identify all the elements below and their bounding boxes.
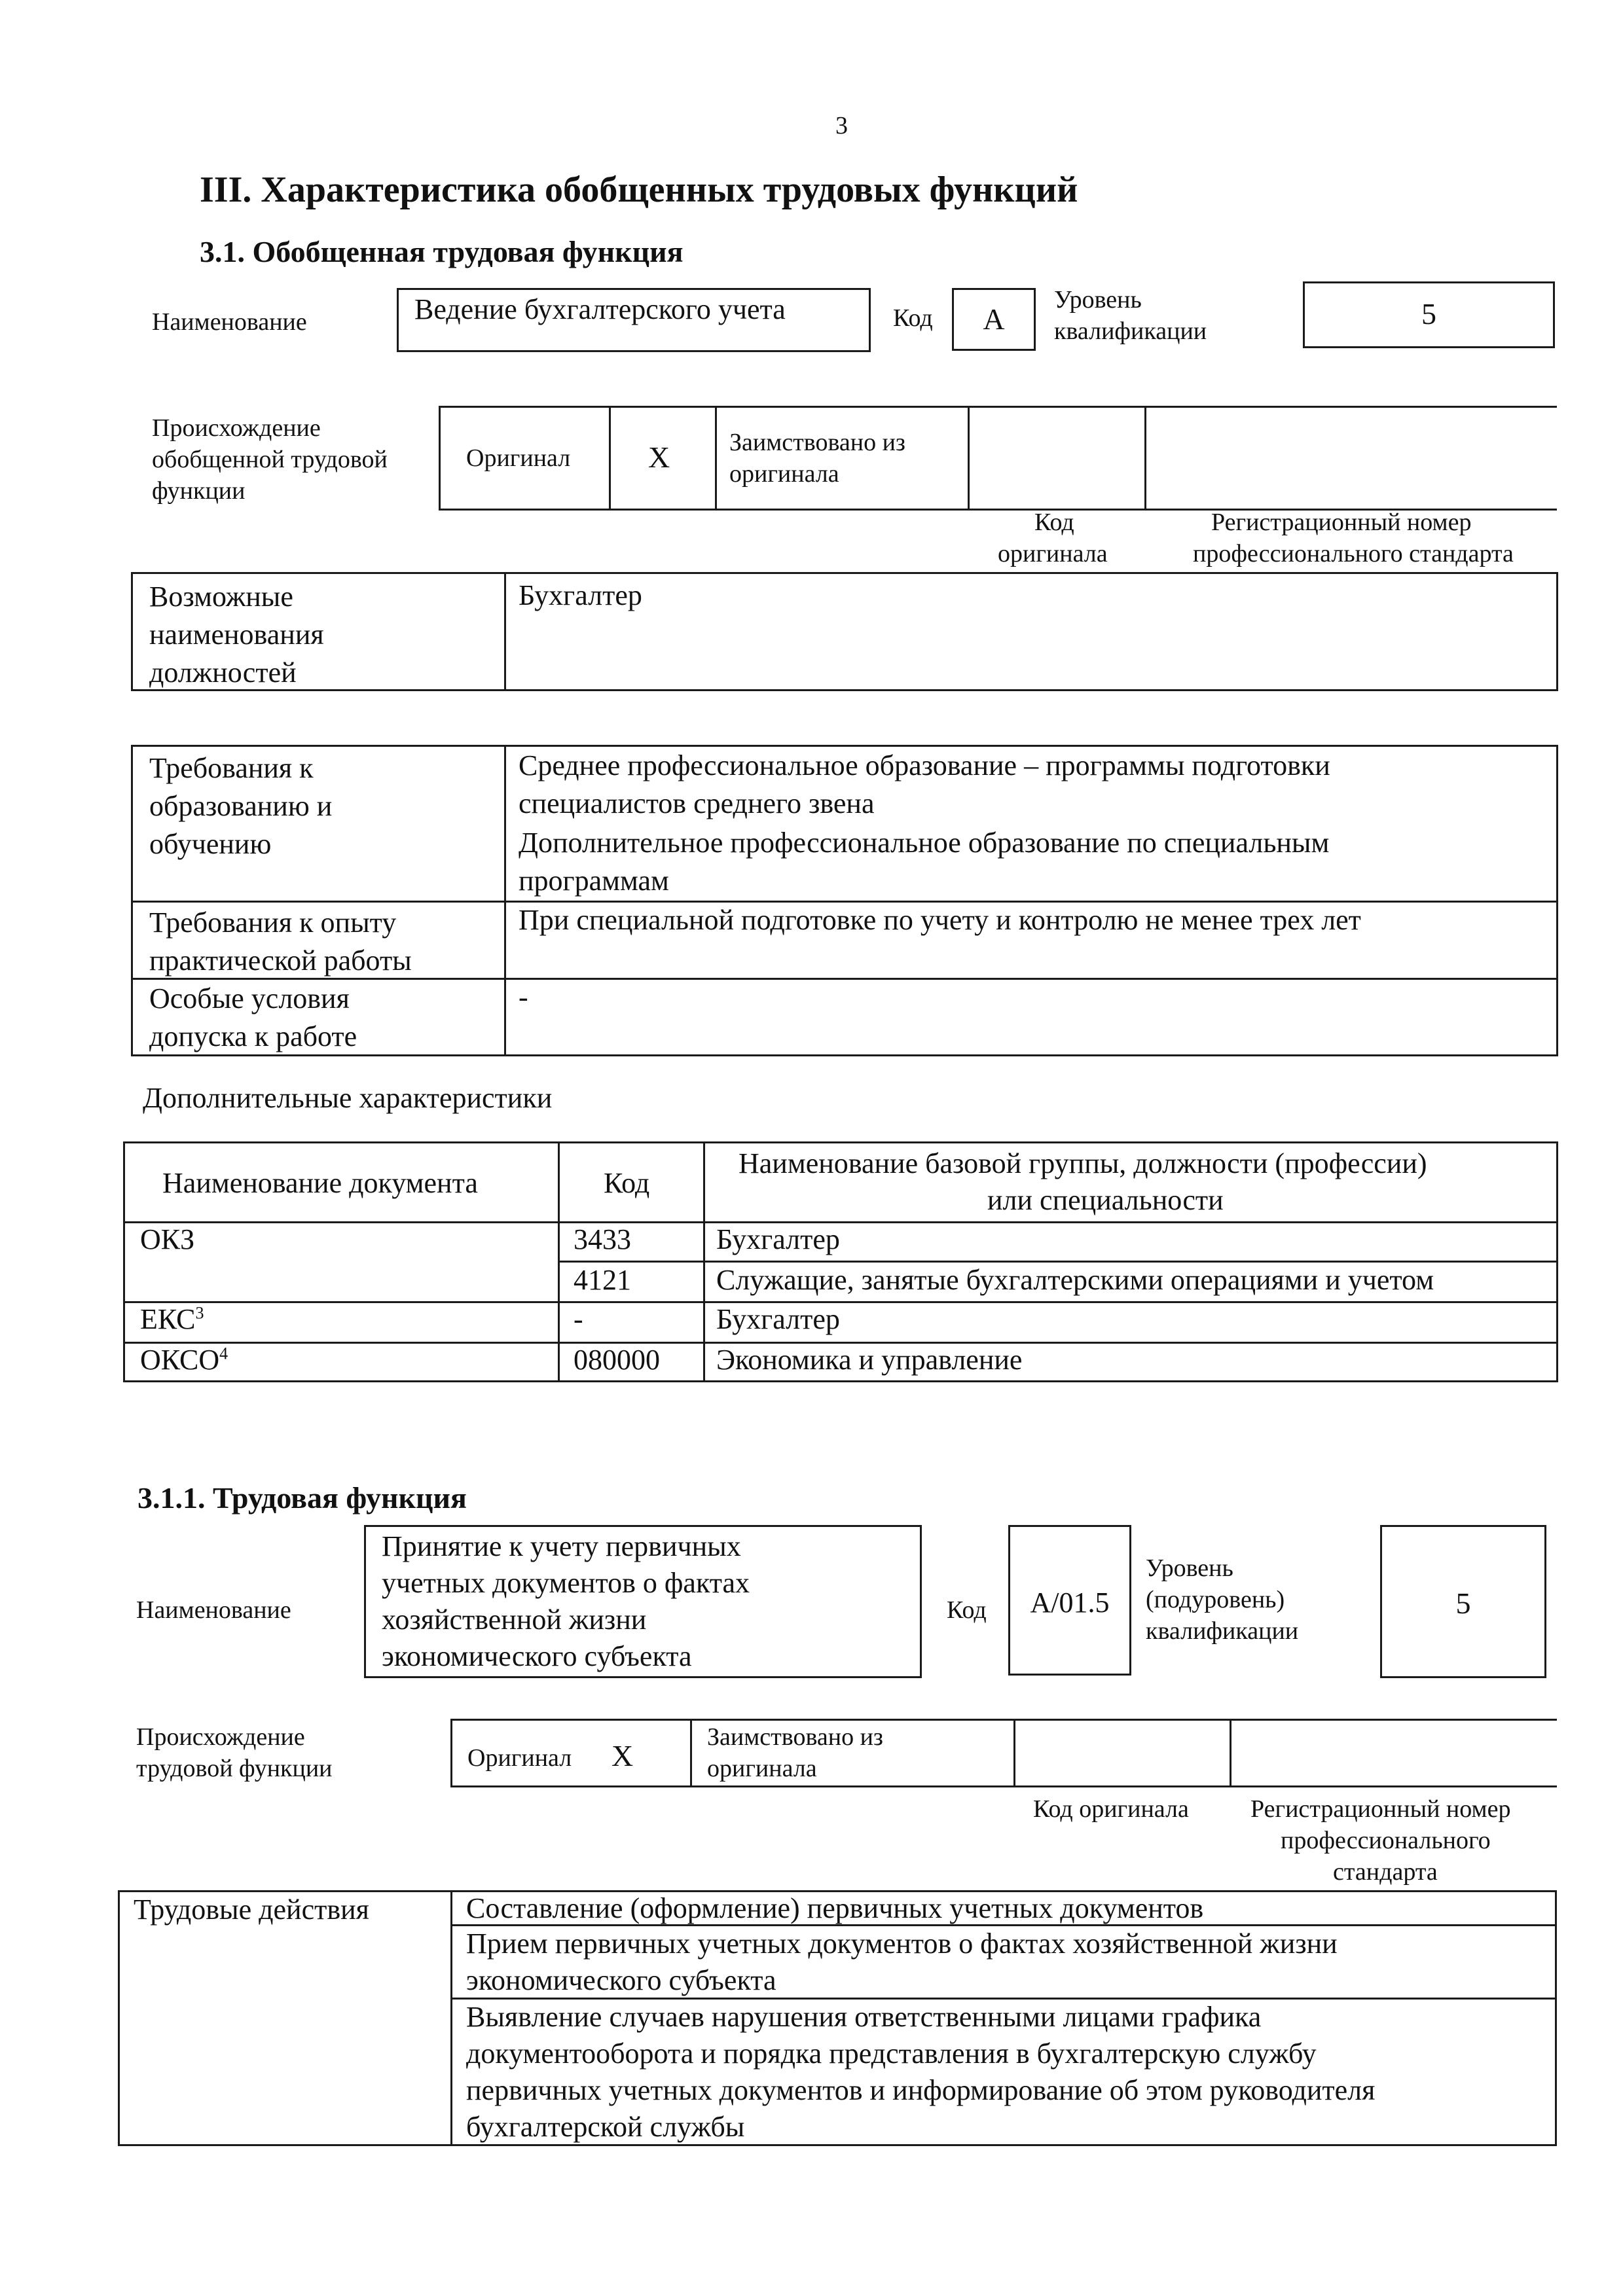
gtf-heading: 3.1. Обобщенная трудовая функция xyxy=(200,235,684,268)
extra-row-1-name: Бухгалтер xyxy=(716,1223,840,1255)
extra-col-doc: Наименование документа xyxy=(162,1167,478,1199)
tf-name-box xyxy=(364,1525,922,1678)
gtf-name-box xyxy=(397,288,871,352)
extra-row-2-code: 4121 xyxy=(574,1264,631,1296)
action-3-line-1: Выявление случаев нарушения ответственными лицами графика xyxy=(466,2001,1262,2033)
gtf-origin-table xyxy=(439,406,1557,511)
tf-code-orig-caption: Код оригинала xyxy=(1033,1795,1189,1823)
tf-name-value-2: учетных документов о фактах xyxy=(382,1567,750,1599)
education-value-1: Среднее профессиональное образование – программы подготовки xyxy=(519,749,1330,781)
extra-row-4-code: 080000 xyxy=(574,1344,660,1376)
gtf-origin-label-2: обобщенной трудовой xyxy=(152,446,388,473)
gtf-code-box xyxy=(952,288,1036,351)
special-label-2: допуска к работе xyxy=(149,1020,357,1052)
action-2-line-2: экономического субъекта xyxy=(466,1964,776,1996)
experience-label-2: практической работы xyxy=(149,944,412,977)
gtf-reg-caption-2: профессионального стандарта xyxy=(1193,540,1514,567)
tf-reg-caption-1: Регистрационный номер xyxy=(1250,1795,1511,1823)
extra-row-3-name: Бухгалтер xyxy=(716,1303,840,1335)
tf-reg-caption-3: стандарта xyxy=(1333,1858,1438,1886)
tf-code-label: Код xyxy=(947,1596,987,1624)
action-3-line-4: бухгалтерской службы xyxy=(466,2111,745,2143)
tf-origin-mark: X xyxy=(611,1739,634,1772)
tf-borrowed-label-1: Заимствовано из xyxy=(707,1723,883,1751)
tf-name-value-3: хозяйственной жизни xyxy=(382,1604,647,1636)
gtf-origin-label-1: Происхождение xyxy=(152,414,321,442)
gtf-level-value: 5 xyxy=(1421,297,1436,331)
gtf-name-value: Ведение бухгалтерского учета xyxy=(414,293,786,325)
education-value-2: специалистов среднего звена xyxy=(519,787,875,819)
tf-reg-caption-2: профессионального xyxy=(1281,1827,1491,1854)
extra-row-1-doc: ОКЗ xyxy=(140,1223,195,1255)
gtf-level-label-2: квалификации xyxy=(1054,317,1207,345)
action-2-line-1: Прием первичных учетных документов о фактах хозяйственной жизни xyxy=(466,1928,1338,1960)
extra-row-2-name: Служащие, занятые бухгалтерскими операциями и учетом xyxy=(716,1264,1434,1296)
action-1-line-1: Составление (оформление) первичных учетных документов xyxy=(466,1892,1204,1924)
tf-origin-original: Оригинал xyxy=(467,1744,572,1772)
gtf-borrowed-label-2: оригинала xyxy=(729,460,839,488)
tf-heading: 3.1.1. Трудовая функция xyxy=(137,1481,467,1515)
extra-row-3-doc: ЕКС$^3$ xyxy=(140,1303,204,1335)
tf-level-label-3: квалификации xyxy=(1146,1617,1299,1645)
positions-value: Бухгалтер xyxy=(519,579,642,611)
extra-row-3-code: - xyxy=(574,1303,583,1335)
extra-col-code: Код xyxy=(604,1167,650,1199)
experience-label-1: Требования к опыту xyxy=(149,906,397,939)
tf-name-value-4: экономического субъекта xyxy=(382,1640,692,1672)
actions-label: Трудовые действия xyxy=(134,1893,369,1926)
special-value: - xyxy=(519,981,528,1013)
tf-level-label-2: (подуровень) xyxy=(1146,1586,1285,1613)
special-label-1: Особые условия xyxy=(149,982,350,1014)
extra-col-name-2: или специальности xyxy=(987,1184,1224,1216)
gtf-code-orig-caption-2: оригинала xyxy=(998,540,1108,567)
extra-row-4-name: Экономика и управление xyxy=(716,1344,1023,1376)
extra-row-4-doc: ОКСО$^4$ xyxy=(140,1344,228,1376)
gtf-origin-mark: X xyxy=(648,440,670,474)
gtf-origin-label-3: функции xyxy=(152,477,246,505)
extra-row-1-code: 3433 xyxy=(574,1223,631,1255)
positions-table xyxy=(131,572,1558,691)
tf-name-label: Наименование xyxy=(136,1596,291,1624)
tf-level-box xyxy=(1380,1525,1546,1678)
education-label-1: Требования к xyxy=(149,752,314,784)
tf-level-value: 5 xyxy=(1455,1587,1471,1620)
experience-value: При специальной подготовке по учету и контролю не менее трех лет xyxy=(519,904,1361,936)
tf-name-value-1: Принятие к учету первичных xyxy=(382,1530,741,1562)
gtf-code-value: А xyxy=(983,302,1005,336)
education-label-2: образованию и xyxy=(149,790,333,822)
positions-label-3: должностей xyxy=(149,656,297,689)
tf-code-box xyxy=(1008,1525,1131,1676)
tf-borrowed-label-2: оригинала xyxy=(707,1755,817,1782)
action-3-line-2: документооборота и порядка представления в бухгалтерскую службу xyxy=(466,2037,1317,2070)
positions-label-2: наименования xyxy=(149,619,324,651)
gtf-code-label: Код xyxy=(893,304,933,332)
gtf-reg-caption-1: Регистрационный номер xyxy=(1211,509,1472,536)
education-label-3: обучению xyxy=(149,828,272,860)
extra-col-name-1: Наименование базовой группы, должности (профессии) xyxy=(739,1147,1427,1179)
gtf-borrowed-label-1: Заимствовано из xyxy=(729,429,905,456)
education-value-4: программам xyxy=(519,865,669,897)
positions-label-1: Возможные xyxy=(149,581,293,613)
tf-origin-label-1: Происхождение xyxy=(136,1723,305,1751)
tf-code-value: A/01.5 xyxy=(1030,1587,1110,1619)
gtf-name-label: Наименование xyxy=(152,308,307,336)
action-3-line-3: первичных учетных документов и информирование об этом руководителя xyxy=(466,2074,1376,2106)
gtf-level-box xyxy=(1303,281,1555,348)
page-number: 3 xyxy=(835,112,848,139)
section-title: III. Характеристика обобщенных трудовых функций xyxy=(200,170,1078,210)
tf-origin-label-2: трудовой функции xyxy=(136,1755,333,1782)
tf-level-label-1: Уровень xyxy=(1146,1554,1233,1582)
gtf-level-label-1: Уровень xyxy=(1054,286,1142,314)
education-value-3: Дополнительное профессиональное образование по специальным xyxy=(519,827,1330,859)
extra-heading: Дополнительные характеристики xyxy=(143,1082,553,1114)
gtf-origin-original: Оригинал xyxy=(466,444,571,472)
gtf-code-orig-caption-1: Код xyxy=(1034,509,1074,536)
